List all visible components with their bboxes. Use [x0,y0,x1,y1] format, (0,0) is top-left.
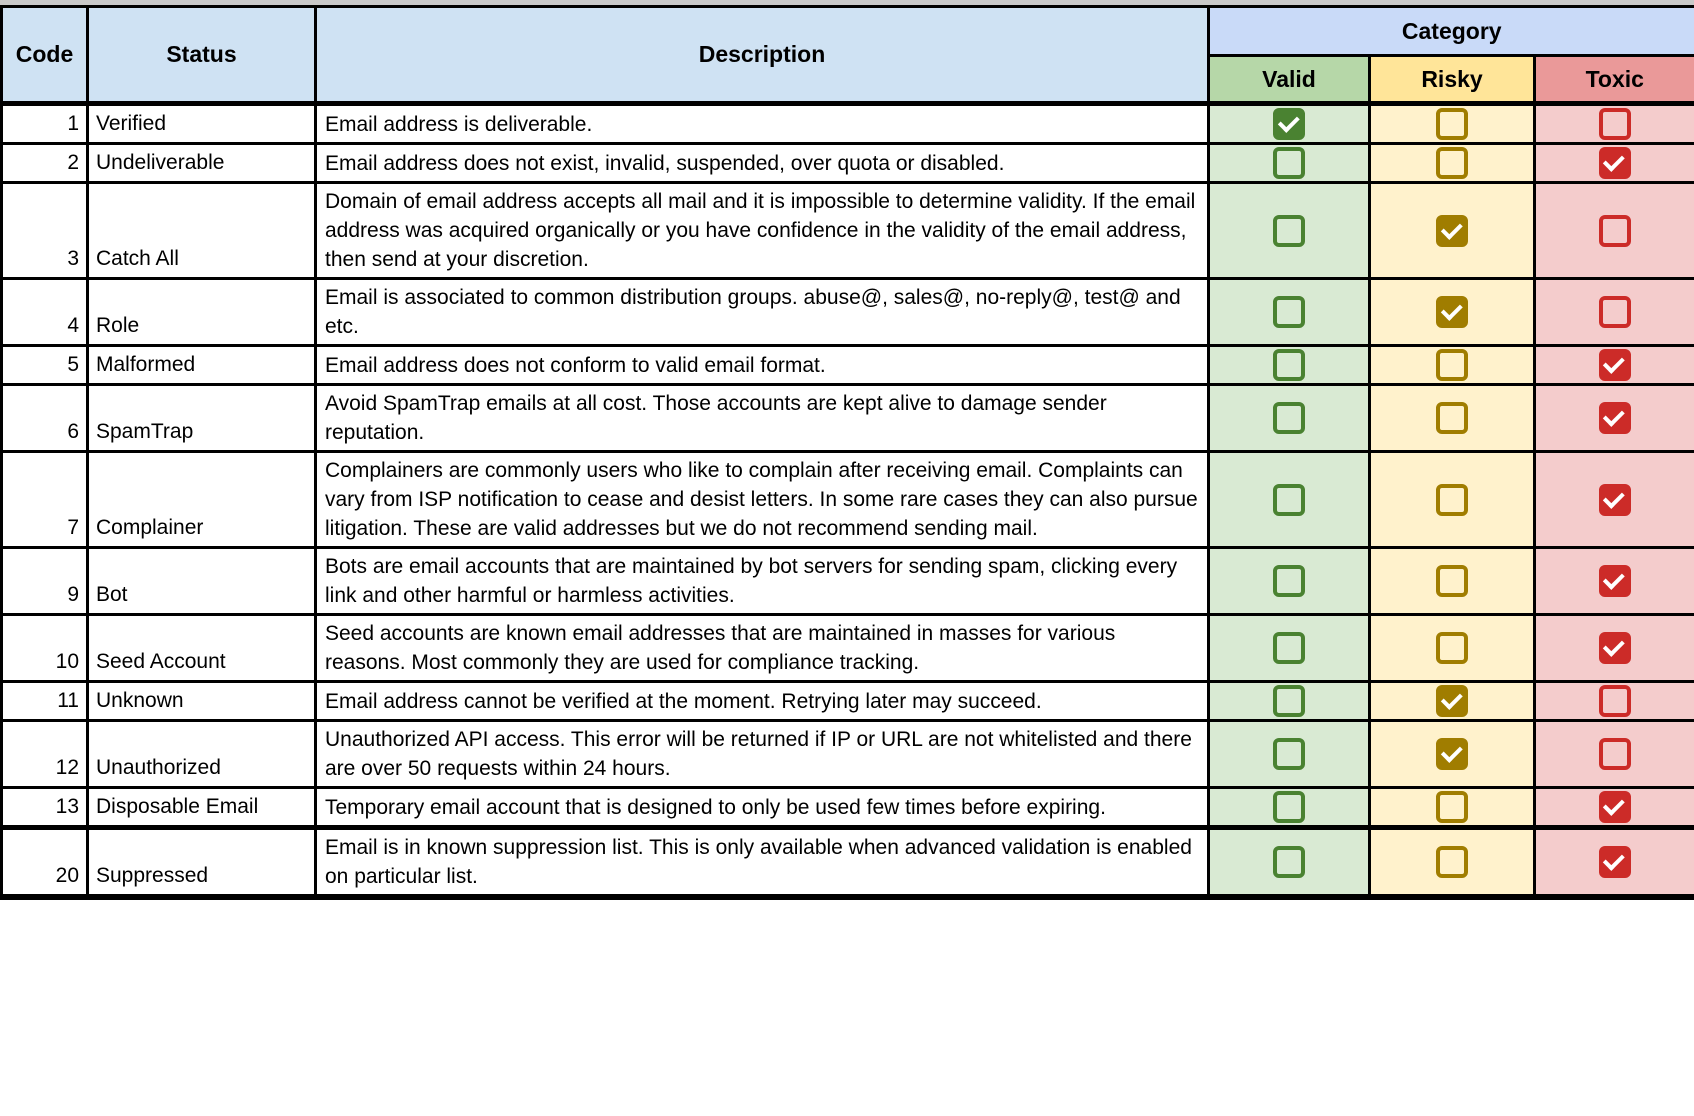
table-row-seed-account [2,615,1694,682]
code-cell: 13 [2,788,88,828]
risky-checkbox[interactable] [1436,738,1468,770]
code-cell: 20 [2,828,88,898]
risky-checkbox[interactable] [1436,484,1468,516]
valid-column-header: Valid [1209,56,1370,104]
toxic-checkbox[interactable] [1599,215,1631,247]
status-cell: Catch All [88,183,316,279]
description-cell: Complainers are commonly users who like to complain after receiving email. Complaints can vary from ISP notification to cease and desist letters. In some rare cases they can also pursue litigation. These are valid addresses but we do not recommend sending mail. [316,452,1209,548]
valid-checkbox[interactable] [1273,349,1305,381]
status-cell: Seed Account [88,615,316,682]
risky-cell [1370,385,1535,452]
status-cell: SpamTrap [88,385,316,452]
toxic-checkbox[interactable] [1599,484,1631,516]
valid-checkbox[interactable] [1273,791,1305,823]
table-row-spamtrap [2,385,1694,452]
code-cell: 10 [2,615,88,682]
status-cell: Bot [88,548,316,615]
valid-cell [1209,682,1370,721]
table-row-malformed [2,346,1694,385]
valid-cell [1209,452,1370,548]
toxic-checkbox[interactable] [1599,565,1631,597]
toxic-checkbox[interactable] [1599,147,1631,179]
status-cell: Complainer [88,452,316,548]
risky-cell [1370,183,1535,279]
toxic-checkbox[interactable] [1599,632,1631,664]
valid-checkbox[interactable] [1273,738,1305,770]
description-cell: Email address cannot be verified at the moment. Retrying later may succeed. [316,682,1209,721]
description-cell: Domain of email address accepts all mail and it is impossible to determine validity. If the email address was acquired organically or you have confidence in the validity of the email address, then send at your discretion. [316,183,1209,279]
valid-checkbox[interactable] [1273,846,1305,878]
code-cell: 5 [2,346,88,385]
toxic-cell [1535,615,1694,682]
description-cell: Bots are email accounts that are maintained by bot servers for sending spam, clicking every link and other harmful or harmless activities. [316,548,1209,615]
status-cell: Verified [88,104,316,144]
risky-cell [1370,721,1535,788]
status-cell: Unauthorized [88,721,316,788]
valid-cell [1209,279,1370,346]
category-group-header: Category [1209,7,1694,56]
description-cell: Email is associated to common distribution groups. abuse@, sales@, no-reply@, test@ and etc. [316,279,1209,346]
table-row-catch-all [2,183,1694,279]
toxic-checkbox[interactable] [1599,296,1631,328]
risky-checkbox[interactable] [1436,402,1468,434]
toxic-checkbox[interactable] [1599,791,1631,823]
risky-cell [1370,682,1535,721]
valid-cell [1209,548,1370,615]
risky-cell [1370,615,1535,682]
table-row-disposable-email [2,788,1694,828]
code-cell: 9 [2,548,88,615]
table-row-verified [2,104,1694,144]
valid-checkbox[interactable] [1273,632,1305,664]
status-column-header: Status [88,7,316,104]
risky-cell [1370,452,1535,548]
valid-checkbox[interactable] [1273,108,1305,140]
header-row-1 [2,7,1694,56]
status-cell: Unknown [88,682,316,721]
table-row-bot [2,548,1694,615]
description-cell: Email address is deliverable. [316,104,1209,144]
toxic-cell [1535,721,1694,788]
risky-checkbox[interactable] [1436,565,1468,597]
status-cell: Malformed [88,346,316,385]
valid-cell [1209,385,1370,452]
email-status-codes-table [0,5,1694,900]
toxic-checkbox[interactable] [1599,349,1631,381]
toxic-cell [1535,385,1694,452]
risky-checkbox[interactable] [1436,632,1468,664]
description-cell: Email address does not conform to valid email format. [316,346,1209,385]
status-cell: Suppressed [88,828,316,898]
risky-checkbox[interactable] [1436,215,1468,247]
risky-checkbox[interactable] [1436,296,1468,328]
valid-cell [1209,104,1370,144]
description-column-header: Description [316,7,1209,104]
code-cell: 1 [2,104,88,144]
valid-cell [1209,788,1370,828]
toxic-cell [1535,788,1694,828]
code-cell: 7 [2,452,88,548]
toxic-cell [1535,183,1694,279]
description-cell: Avoid SpamTrap emails at all cost. Those accounts are kept alive to damage sender reputation. [316,385,1209,452]
risky-checkbox[interactable] [1436,846,1468,878]
risky-cell [1370,548,1535,615]
code-cell: 3 [2,183,88,279]
table-row-complainer [2,452,1694,548]
status-cell: Disposable Email [88,788,316,828]
code-cell: 6 [2,385,88,452]
valid-cell [1209,615,1370,682]
toxic-checkbox[interactable] [1599,738,1631,770]
description-cell: Email is in known suppression list. This is only available when advanced validation is enabled on particular list. [316,828,1209,898]
risky-cell [1370,346,1535,385]
risky-cell [1370,788,1535,828]
valid-cell [1209,183,1370,279]
risky-checkbox[interactable] [1436,108,1468,140]
toxic-checkbox[interactable] [1599,402,1631,434]
toxic-checkbox[interactable] [1599,108,1631,140]
valid-checkbox[interactable] [1273,565,1305,597]
code-cell: 4 [2,279,88,346]
table-row-undeliverable [2,144,1694,183]
table-row-unknown [2,682,1694,721]
code-cell: 11 [2,682,88,721]
valid-cell [1209,721,1370,788]
toxic-cell [1535,682,1694,721]
table-row-unauthorized [2,721,1694,788]
risky-cell [1370,828,1535,898]
risky-cell [1370,279,1535,346]
toxic-cell [1535,279,1694,346]
valid-checkbox[interactable] [1273,296,1305,328]
valid-cell [1209,144,1370,183]
code-column-header: Code [2,7,88,104]
valid-cell [1209,346,1370,385]
risky-checkbox[interactable] [1436,349,1468,381]
risky-cell [1370,144,1535,183]
status-cell: Role [88,279,316,346]
risky-checkbox[interactable] [1436,791,1468,823]
code-cell: 2 [2,144,88,183]
description-cell: Unauthorized API access. This error will be returned if IP or URL are not whitelisted and there are over 50 requests within 24 hours. [316,721,1209,788]
toxic-checkbox[interactable] [1599,685,1631,717]
toxic-cell [1535,452,1694,548]
toxic-cell [1535,828,1694,898]
description-cell: Email address does not exist, invalid, suspended, over quota or disabled. [316,144,1209,183]
toxic-checkbox[interactable] [1599,846,1631,878]
description-cell: Seed accounts are known email addresses that are maintained in masses for various reasons. Most commonly they are used for compliance tracking. [316,615,1209,682]
toxic-cell [1535,144,1694,183]
valid-cell [1209,828,1370,898]
risky-cell [1370,104,1535,144]
risky-column-header: Risky [1370,56,1535,104]
table-row-suppressed [2,828,1694,898]
status-cell: Undeliverable [88,144,316,183]
valid-checkbox[interactable] [1273,484,1305,516]
toxic-column-header: Toxic [1535,56,1694,104]
risky-checkbox[interactable] [1436,147,1468,179]
toxic-cell [1535,548,1694,615]
code-cell: 12 [2,721,88,788]
valid-checkbox[interactable] [1273,402,1305,434]
valid-checkbox[interactable] [1273,685,1305,717]
table-row-role [2,279,1694,346]
description-cell: Temporary email account that is designed to only be used few times before expiring. [316,788,1209,828]
toxic-cell [1535,104,1694,144]
risky-checkbox[interactable] [1436,685,1468,717]
toxic-cell [1535,346,1694,385]
valid-checkbox[interactable] [1273,215,1305,247]
valid-checkbox[interactable] [1273,147,1305,179]
